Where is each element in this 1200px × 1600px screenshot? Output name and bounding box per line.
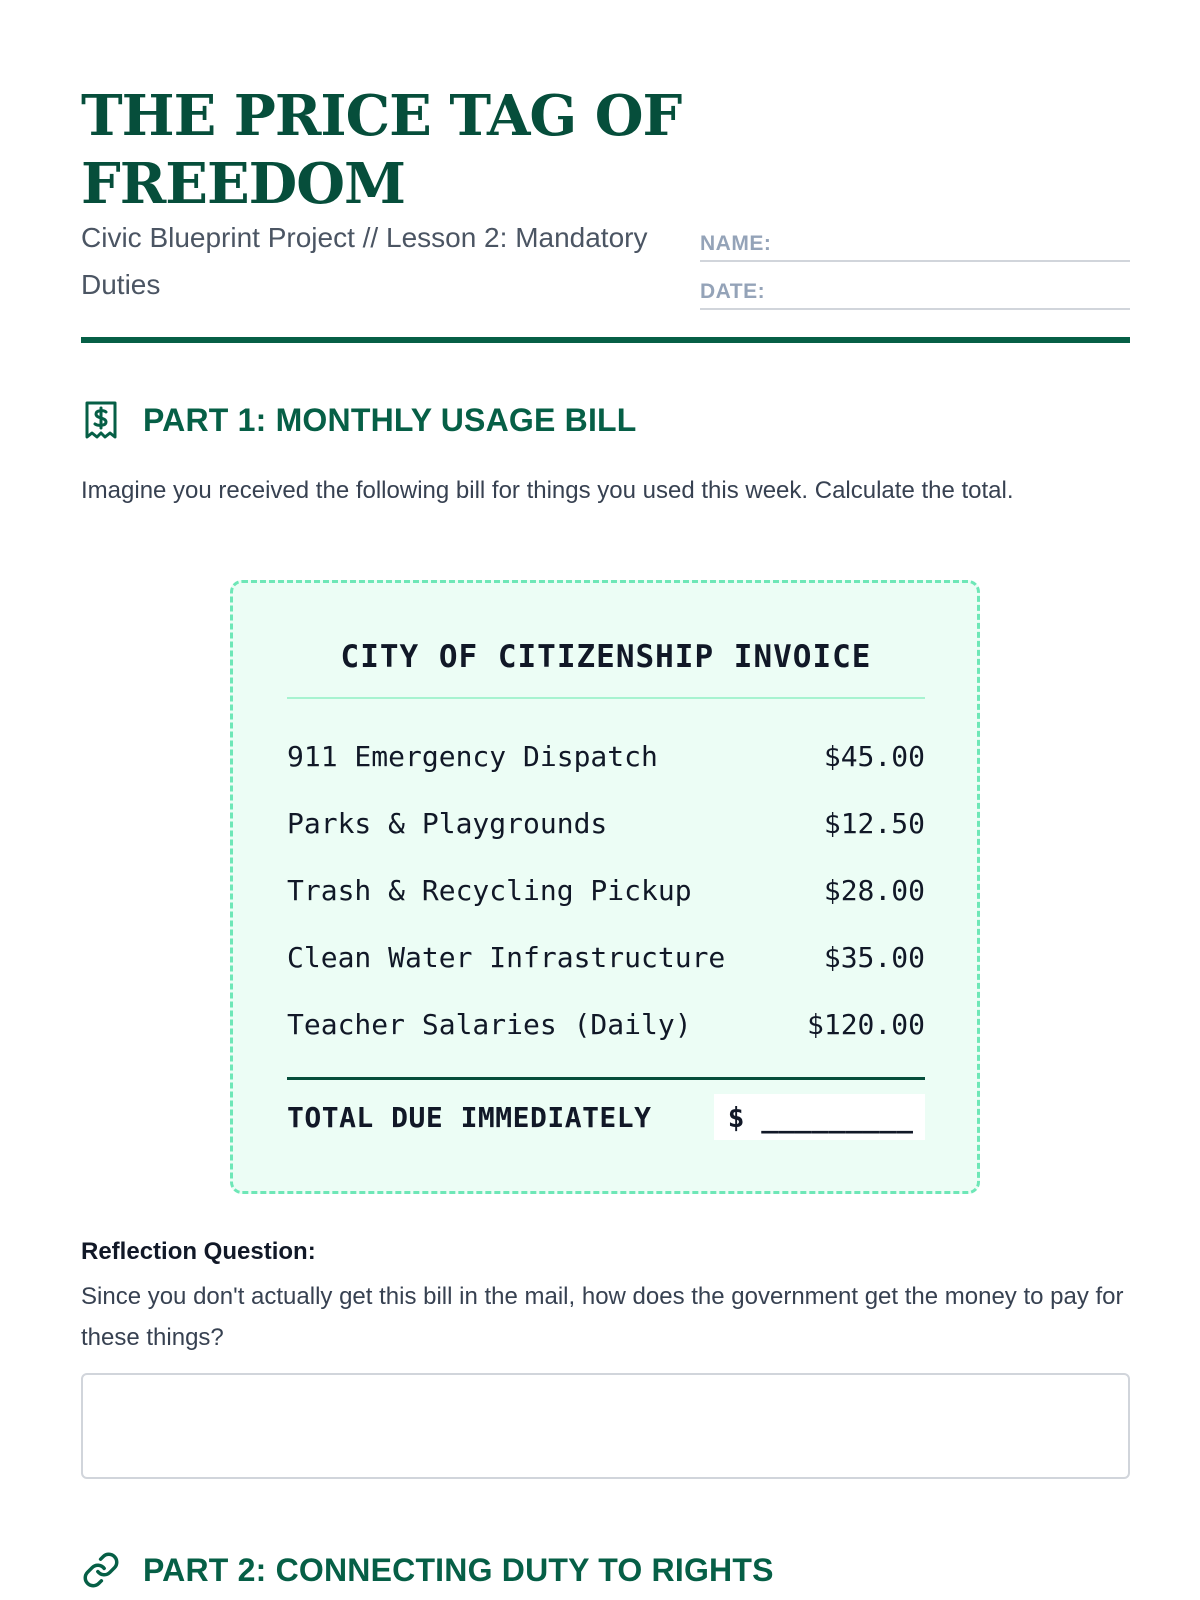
line-item-amount: $12.50	[823, 806, 925, 840]
receipt-dollar-icon	[81, 400, 121, 440]
total-label: TOTAL DUE IMMEDIATELY	[287, 1100, 652, 1134]
invoice-divider	[287, 697, 925, 699]
line-item-amount: $28.00	[823, 873, 925, 907]
reflection-label: Reflection Question:	[81, 1238, 316, 1265]
line-item-label: Clean Water Infrastructure	[287, 940, 726, 974]
date-field[interactable]	[700, 272, 1130, 310]
line-item-label: Teacher Salaries (Daily)	[287, 1007, 692, 1041]
name-label: NAME:	[700, 232, 772, 255]
date-label: DATE:	[700, 280, 766, 303]
invoice-line-item	[287, 870, 925, 910]
header-divider	[81, 337, 1130, 343]
invoice-card	[230, 580, 980, 1194]
line-item-label: Parks & Playgrounds	[287, 806, 608, 840]
invoice-total-row	[287, 1093, 925, 1141]
line-item-amount: $120.00	[806, 1007, 925, 1041]
part1-heading	[81, 398, 637, 442]
reflection-question: Since you don't actually get this bill in the mail, how does the government get the money to pay for these things?	[81, 1283, 1124, 1351]
invoice-line-item	[287, 736, 925, 776]
total-answer-field[interactable]: $ _________	[714, 1094, 925, 1140]
name-field[interactable]	[700, 224, 1130, 262]
invoice-line-item	[287, 1004, 925, 1044]
invoice-title: CITY OF CITIZENSHIP INVOICE	[340, 639, 872, 675]
part2-heading	[81, 1548, 774, 1592]
line-item-label: 911 Emergency Dispatch	[287, 739, 658, 773]
line-item-amount: $45.00	[823, 739, 925, 773]
invoice-total-divider	[287, 1077, 925, 1080]
invoice-line-item	[287, 803, 925, 843]
page-title: THE PRICE TAG OF FREEDOM	[81, 83, 682, 217]
part1-intro: Imagine you received the following bill for things you used this week. Calculate the total.	[81, 477, 1014, 504]
part1-title: PART 1: MONTHLY USAGE BILL	[143, 401, 637, 438]
invoice-line-item	[287, 937, 925, 977]
line-item-amount: $35.00	[823, 940, 925, 974]
reflection-answer-box[interactable]	[81, 1373, 1130, 1479]
part2-title: PART 2: CONNECTING DUTY TO RIGHTS	[143, 1551, 774, 1588]
line-item-label: Trash & Recycling Pickup	[287, 873, 692, 907]
link-icon	[81, 1550, 121, 1590]
page-subtitle: Civic Blueprint Project // Lesson 2: Mandatory Duties	[81, 222, 648, 300]
